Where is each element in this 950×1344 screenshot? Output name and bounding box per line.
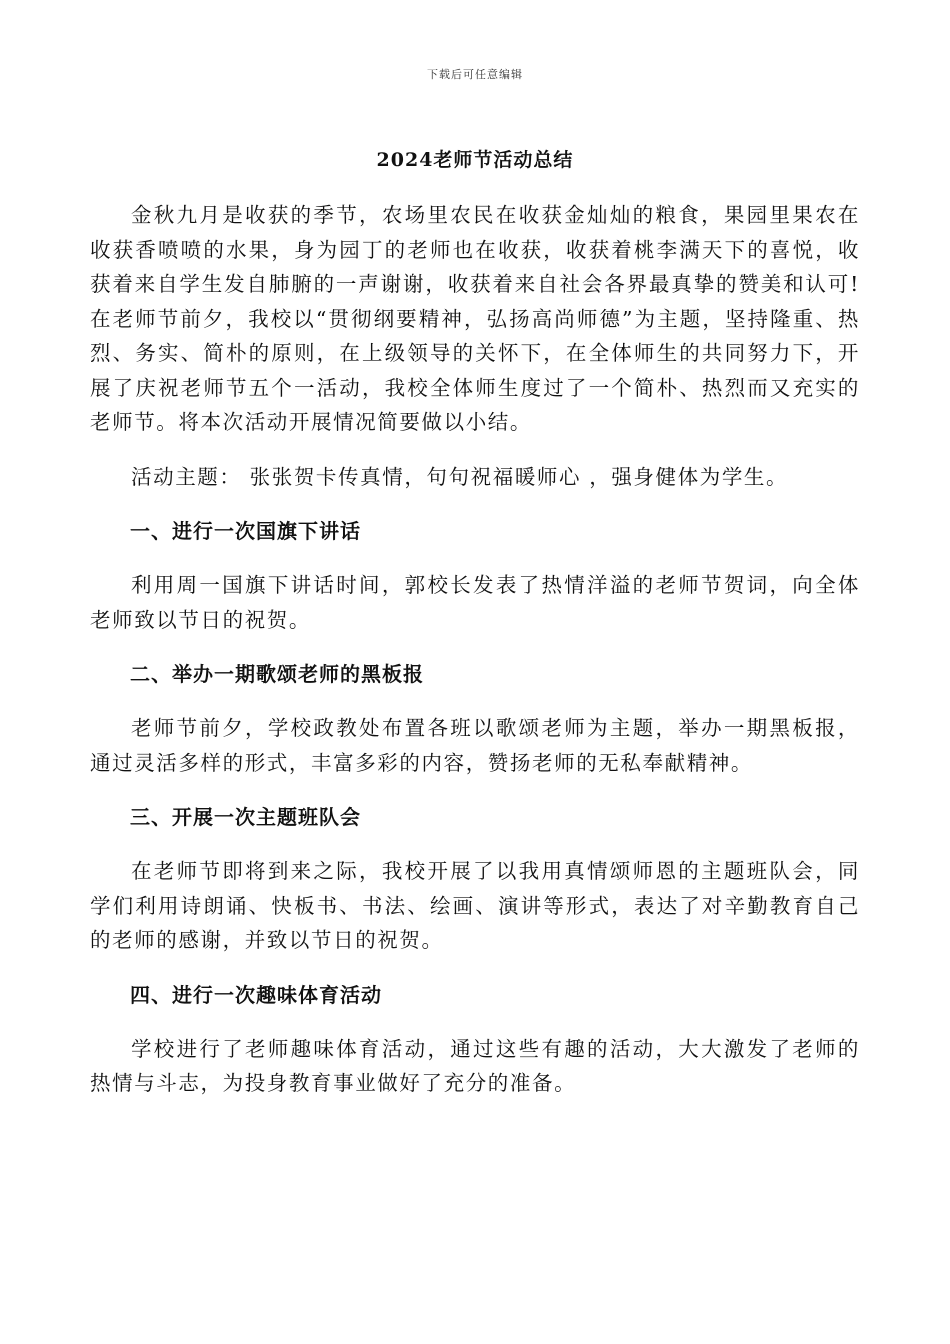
section-body: 老师节前夕，学校政教处布置各班以歌颂老师为主题，举办一期黑板报，通过灵活多样的形式，丰富多彩的内容，赞扬老师的无私奉献精神。 <box>90 716 860 775</box>
section-body: 在老师节即将到来之际，我校开展了以我用真情颂师恩的主题班队会，同学们利用诗朗诵、快板书、书法、绘画、演讲等形式，表达了对辛勤教育自己的老师的感谢，并致以节日的祝贺。 <box>90 859 860 952</box>
document-title: 2024老师节活动总结 <box>376 149 574 171</box>
section-heading: 三、开展一次主题班队会 <box>130 805 361 829</box>
section-heading: 二、举办一期歌颂老师的黑板报 <box>130 662 424 686</box>
section-4 <box>90 978 860 1101</box>
section-1 <box>90 514 860 637</box>
document-body <box>90 198 860 1121</box>
section-2 <box>90 657 860 780</box>
section-body: 学校进行了老师趣味体育活动，通过这些有趣的活动，大大激发了老师的热情与斗志，为投身教育事业做好了充分的准备。 <box>90 1036 860 1095</box>
theme-paragraph: 活动主题： 张张贺卡传真情，句句祝福暖师心 ，强身健体为学生。 <box>131 464 789 489</box>
header-note: 下载后可任意编辑 <box>427 68 523 81</box>
section-heading: 四、进行一次趣味体育活动 <box>130 982 382 1007</box>
section-body: 利用周一国旗下讲话时间，郭校长发表了热情洋溢的老师节贺词，向全体老师致以节日的祝贺。 <box>90 573 860 632</box>
intro-paragraph: 金秋九月是收获的季节，农场里农民在收获金灿灿的粮食，果园里果农在收获香喷喷的水果，身为园丁的老师也在收获，收获着桃李满天下的喜悦，收获着来自学生发自肺腑的一声谢谢，收获着来自社会各界最真挚的赞美和认可!在老师节前夕，我校以“贯彻纲要精神，弘扬高尚师德”为主题，坚持隆重、热烈、务实、简朴的原则，在上级领导的关怀下，在全体师生的共同努力下，开展了庆祝老师节五个一活动，我校全体师生度过了一个简朴、热烈而又充实的老师节。将本次活动开展情况简要做以小结。 <box>90 203 860 434</box>
section-heading: 一、进行一次国旗下讲话 <box>130 519 361 543</box>
section-3 <box>90 800 860 958</box>
